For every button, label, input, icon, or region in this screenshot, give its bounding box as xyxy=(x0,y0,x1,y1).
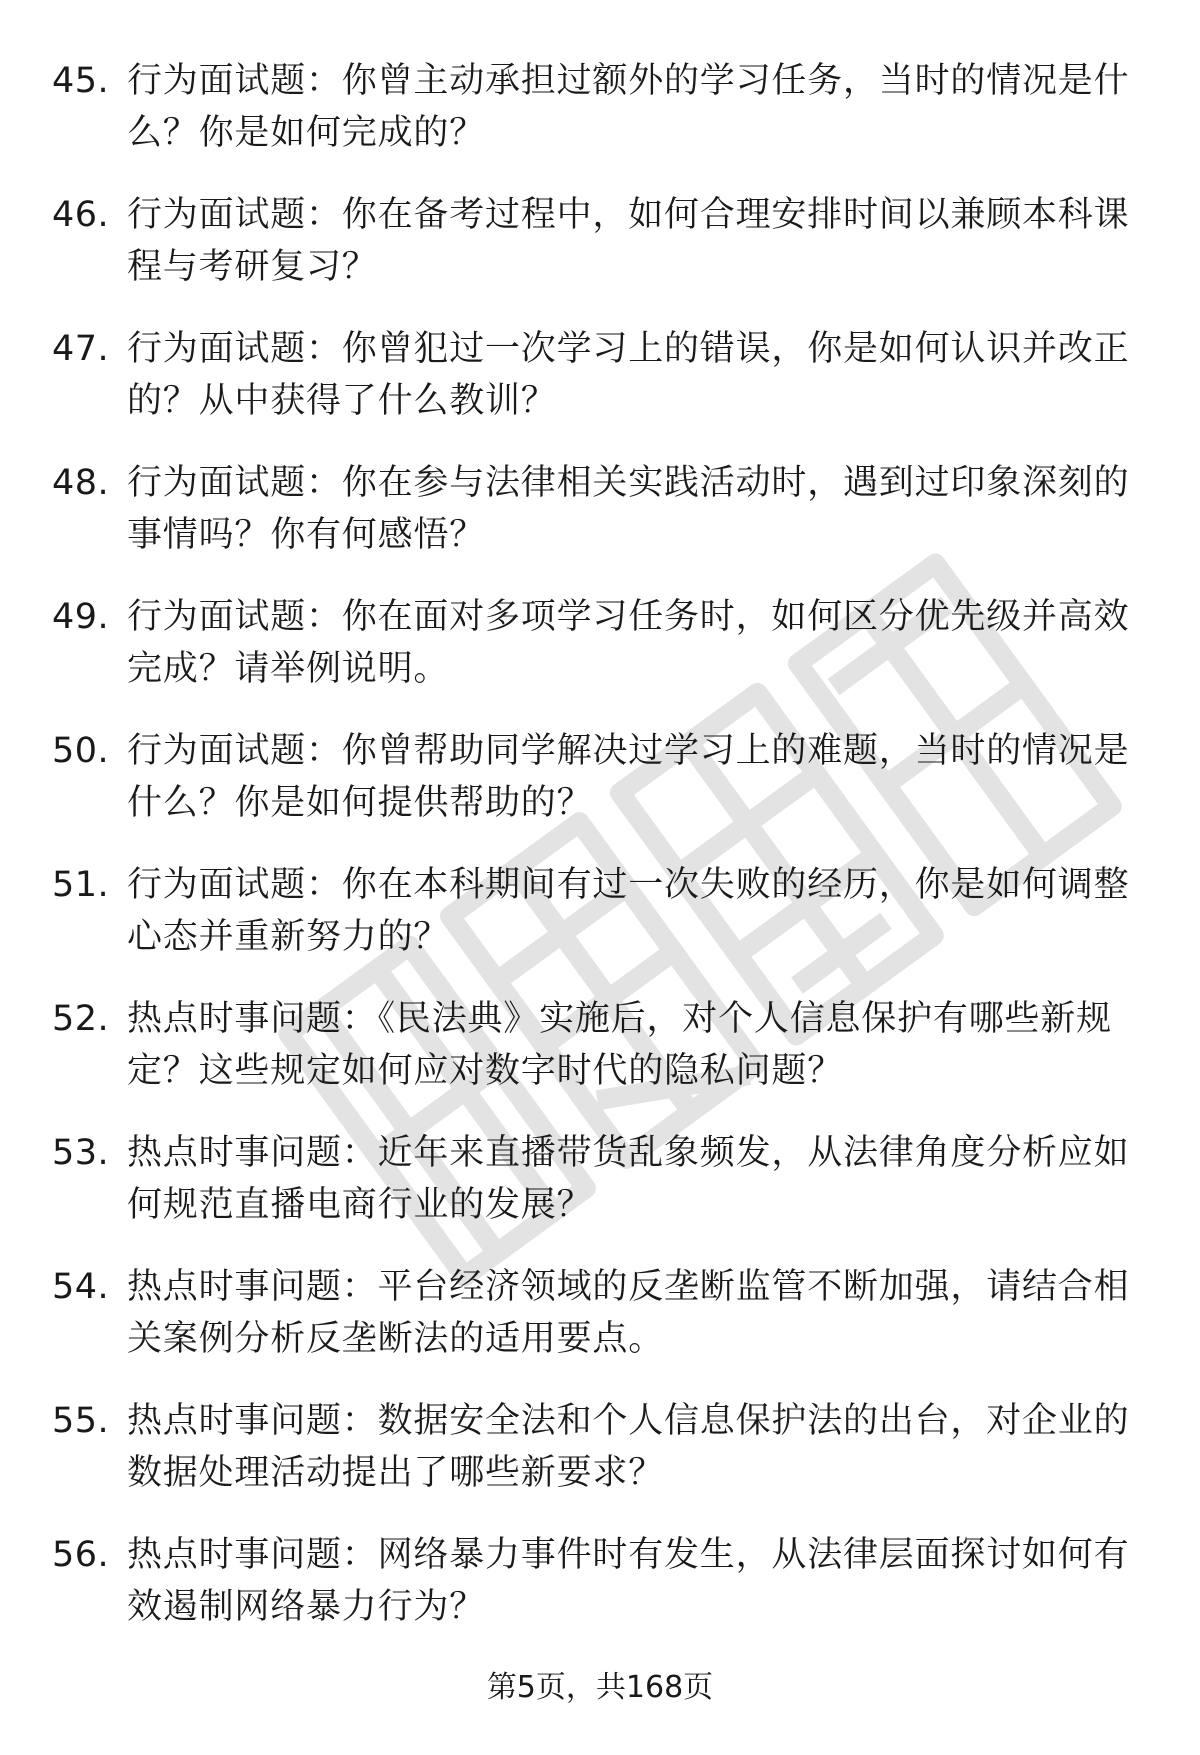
question-number: 54. xyxy=(52,1267,110,1307)
question-text: 行为面试题：你曾犯过一次学习上的错误，你是如何认识并改正的？从中获得了什么教训？ xyxy=(127,329,1130,421)
question-number: 55. xyxy=(52,1401,110,1441)
question-number: 47. xyxy=(52,329,110,369)
question-text: 热点时事问题：《民法典》实施后，对个人信息保护有哪些新规定？这些规定如何应对数字时代的隐私问题？ xyxy=(127,999,1112,1091)
question-number: 48. xyxy=(52,463,110,503)
question-text: 行为面试题：你在参与法律相关实践活动时，遇到过印象深刻的事情吗？你有何感悟？ xyxy=(127,463,1130,555)
question-text: 热点时事问题：网络暴力事件时有发生，从法律层面探讨如何有效遏制网络暴力行为？ xyxy=(127,1535,1130,1627)
question-item xyxy=(0,1529,1200,1663)
question-text: 行为面试题：你在面对多项学习任务时，如何区分优先级并高效完成？请举例说明。 xyxy=(127,597,1130,689)
question-number: 50. xyxy=(52,731,110,771)
question-number: 49. xyxy=(52,597,110,637)
question-text: 热点时事问题：数据安全法和个人信息保护法的出台，对企业的数据处理活动提出了哪些新要求？ xyxy=(127,1401,1130,1493)
question-number: 52. xyxy=(52,999,110,1039)
question-number: 45. xyxy=(52,61,110,101)
question-item xyxy=(0,457,1200,591)
question-text: 热点时事问题：近年来直播带货乱象频发，从法律角度分析应如何规范直播电商行业的发展？ xyxy=(127,1133,1130,1225)
question-text: 行为面试题：你曾主动承担过额外的学习任务，当时的情况是什么？你是如何完成的？ xyxy=(127,61,1130,153)
question-item xyxy=(0,725,1200,859)
question-text: 热点时事问题：平台经济领域的反垄断监管不断加强，请结合相关案例分析反垄断法的适用要点。 xyxy=(127,1267,1130,1359)
question-item xyxy=(0,859,1200,993)
question-item xyxy=(0,993,1200,1127)
question-text: 行为面试题：你在本科期间有过一次失败的经历，你是如何调整心态并重新努力的？ xyxy=(127,865,1130,957)
page-footer: 第5页，共168页 xyxy=(486,1670,714,1705)
question-item xyxy=(0,1127,1200,1261)
question-item xyxy=(0,1261,1200,1395)
question-item xyxy=(0,189,1200,323)
question-number: 53. xyxy=(52,1133,110,1173)
question-number: 56. xyxy=(52,1535,110,1575)
question-list xyxy=(0,55,1200,1663)
question-text: 行为面试题：你曾帮助同学解决过学习上的难题，当时的情况是什么？你是如何提供帮助的？ xyxy=(127,731,1130,823)
question-item xyxy=(0,323,1200,457)
question-text: 行为面试题：你在备考过程中，如何合理安排时间以兼顾本科课程与考研复习？ xyxy=(127,195,1130,287)
question-number: 46. xyxy=(52,195,110,235)
question-item xyxy=(0,591,1200,725)
question-item xyxy=(0,1395,1200,1529)
question-number: 51. xyxy=(52,865,110,905)
question-item xyxy=(0,55,1200,189)
